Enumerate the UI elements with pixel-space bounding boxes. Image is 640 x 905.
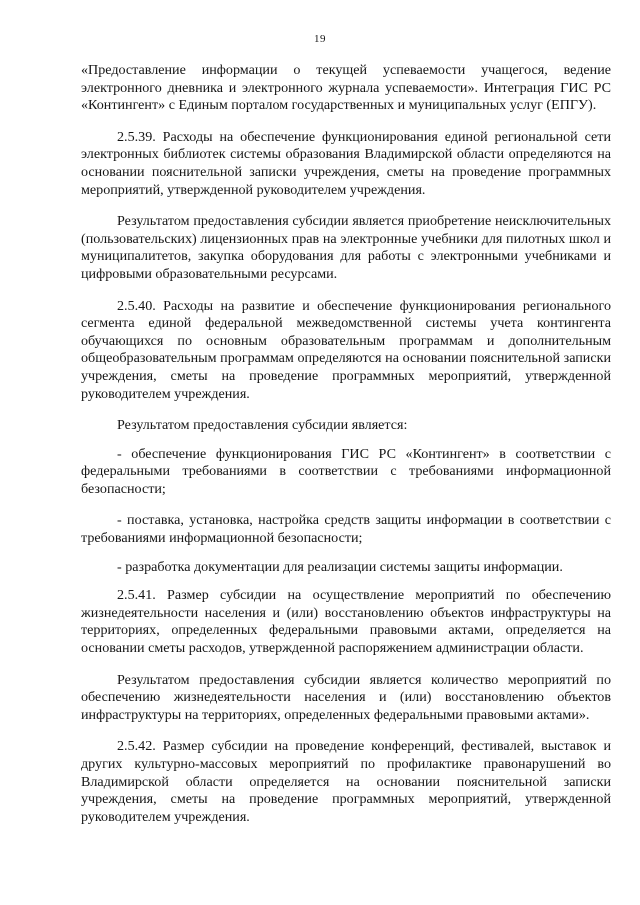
list-item-security-tools: - поставка, установка, настройка средств защиты информации в соответствии с требованиями информационной безопасности;: [81, 512, 611, 547]
paragraph-2-5-41: 2.5.41. Размер субсидии на осуществление мероприятий по обеспечению жизнедеятельности населения и (или) восстановлению объектов инфраструктуры на территориях, определенных федеральными правовыми актами, определяется на основании сметы расходов, утвержденной распоряжением администрации области.: [81, 587, 611, 657]
paragraph-2-5-42: 2.5.42. Размер субсидии на проведение конференций, фестивалей, выставок и других культурно-массовых мероприятий по профилактике правонарушений во Владимирской области определяется на основании пояснительной записки учреждения, сметы на проведение программных мероприятий, утвержденной руководителем учреждения.: [81, 738, 611, 825]
list-item-documentation: - разработка документации для реализации системы защиты информации.: [117, 558, 563, 575]
paragraph-result-2-5-40: Результатом предоставления субсидии является:: [117, 417, 408, 434]
paragraph-2-5-40: 2.5.40. Расходы на развитие и обеспечение функционирования регионального сегмента единой федеральной межведомственной системы учета контингента обучающихся по основным образовательным программам и дополнительным общеобразовательным программам определяются на основании пояснительной записки учреждения, сметы на проведение программных мероприятий, утвержденной руководителем учреждения.: [81, 297, 611, 402]
paragraph-result-2-5-41: Результатом предоставления субсидии является количество мероприятий по обеспечению жизнедеятельности населения и (или) восстановлению объектов инфраструктуры на территориях, определенных федеральными правовыми актами».: [81, 671, 611, 723]
paragraph-continuation: «Предоставление информации о текущей успеваемости учащегося, ведение электронного дневника и электронного журнала успеваемости». Интеграция ГИС РС «Контингент» с Единым порталом государственных и муниципальных услуг (ЕПГУ).: [81, 62, 611, 114]
list-item-contingent: - обеспечение функционирования ГИС РС «Контингент» в соответствии с федеральными требованиями в соответствии с требованиями информационной безопасности;: [81, 445, 611, 497]
paragraph-result-2-5-39: Результатом предоставления субсидии является приобретение неисключительных (пользовательских) лицензионных прав на электронные учебники для пилотных школ и муниципалитетов, закупка оборудования для работы с электронными учебниками и цифровыми образовательными ресурсами.: [81, 213, 611, 282]
page-number: 19: [314, 33, 326, 45]
document-body: [81, 62, 611, 826]
paragraph-2-5-39: 2.5.39. Расходы на обеспечение функционирования единой региональной сети электронных библиотек системы образования Владимирской области определяются на основании пояснительной записки учреждения, сметы на проведение программных мероприятий, утвержденной руководителем учреждения.: [81, 128, 611, 198]
